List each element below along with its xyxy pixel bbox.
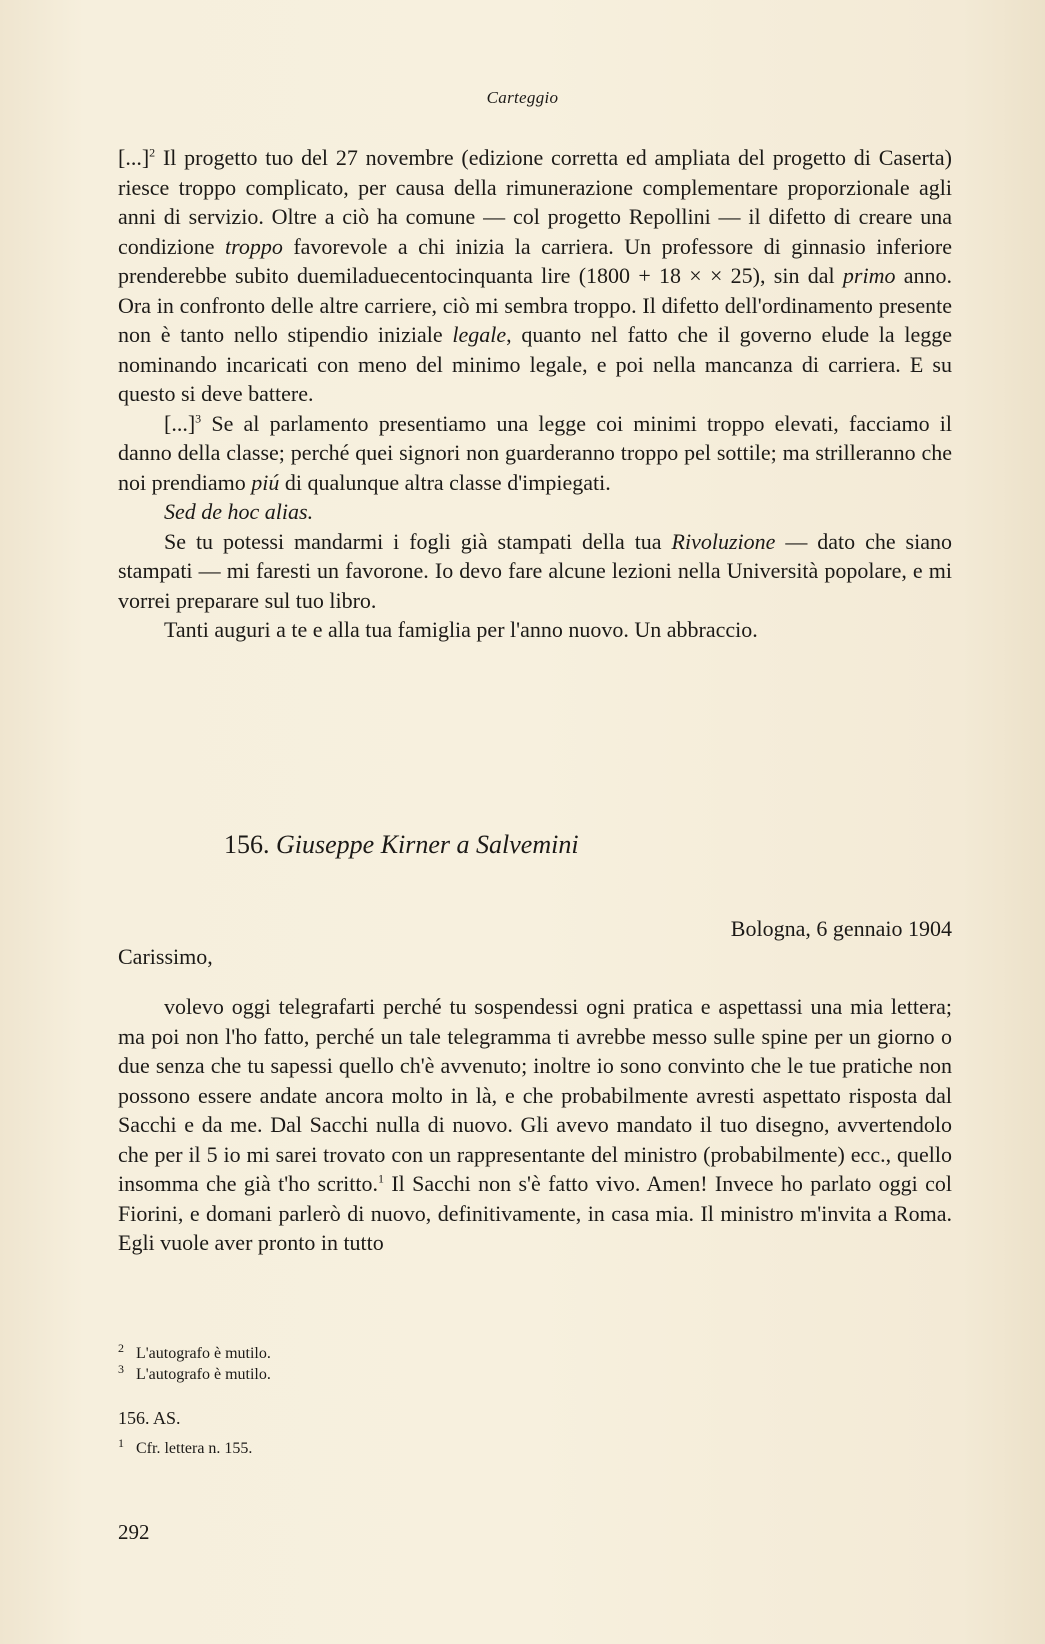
footnote-text: L'autografo è mutilo. xyxy=(136,1366,271,1383)
paragraph-text: — dato che siano stampati — mi faresti un favorone. Io devo fare alcune lezioni nella Università popolare, e mi vorrei preparare sul tuo libro. xyxy=(118,528,952,613)
letter-155-continuation xyxy=(118,143,952,645)
lacuna-mark: [...] xyxy=(164,410,196,436)
paragraph-letter-body xyxy=(118,992,952,1258)
emphasis-troppo: troppo xyxy=(225,233,283,259)
paragraph-text: Se al parlamento presentiamo una legge coi minimi troppo elevati, facciamo il danno della classe; perché quei signori non guarderanno troppo pel sottile; ma strilleranno che noi prendiamo xyxy=(118,410,952,495)
footnote-ref-2: 2 xyxy=(149,145,156,160)
paragraph-auguri: Tanti auguri a te e alla tua famiglia per l'anno nuovo. Un abbraccio. xyxy=(164,617,758,642)
dateline: Bologna, 6 gennaio 1904 xyxy=(730,916,952,941)
paragraph-text: favorevole a chi inizia la carriera. Un professore di ginnasio inferiore prenderebbe subito duemiladuecentocinquanta lire (1800 + 18 × × 25), sin dal xyxy=(118,233,952,288)
footnote-1: 1 Cfr. lettera n. 155. xyxy=(118,1435,253,1457)
lacuna-mark: [...] xyxy=(118,145,150,170)
footnote-ref-3: 3 xyxy=(195,411,202,426)
letter-heading xyxy=(224,830,579,860)
emphasis-legale: legale xyxy=(452,322,507,347)
source-note: 156. AS. xyxy=(118,1408,181,1428)
letter-title: Giuseppe Kirner a Salvemini xyxy=(276,830,579,859)
paragraph-parlamento xyxy=(118,409,952,498)
paragraph-text: anno. Ora in confronto delle altre carriere, ciò mi sembra troppo. Il difetto dell'ordinamento presente non è tanto nello stipendio iniziale xyxy=(118,263,952,347)
paragraph-rivoluzione xyxy=(118,527,952,616)
paragraph-text: Il Sacchi non s'è fatto vivo. Amen! Invece ho parlato oggi col Fiorini, e domani parlerò di nuovo, definitivamente, in casa mia. Il ministro m'invita a Roma. Egli vuole aver pronto in tutto xyxy=(118,1171,952,1255)
footnote-text: L'autografo è mutilo. xyxy=(136,1345,271,1362)
paragraph-text: Il progetto tuo del 27 novembre (edizione corretta ed ampliata del progetto di Caserta) riesce troppo complicato, per causa della rimunerazione complementare proporzionale agli anni di servizio. Oltre a ciò ha comune — col progetto Repollini — il difetto di creare una condizione xyxy=(118,145,952,259)
footnote-2: 2 L'autografo è mutilo. xyxy=(118,1340,271,1362)
running-head: Carteggio xyxy=(486,88,559,107)
footnote-3: 3 L'autografo è mutilo. xyxy=(118,1361,271,1383)
paragraph-text: volevo oggi telegrafarti perché tu sospendessi ogni pratica e aspettassi una mia lettera; ma poi non l'ho fatto, perché un tale telegramma ti avrebbe messo sulle spine per un giorno o due senza che tu sapessi quello ch'è avvenuto; inoltre io sono convinto che le tue pratiche non possono essere andate ancora molto in là, e che probabilmente avresti aspettato risposta dal Sacchi e da me. Dal Sacchi nulla di nuovo. Gli avevo mandato il tuo disegno, avvertendolo che per il 5 io mi sarei trovato con un rappresentante del ministro (probabilmente) ecc., quello insomma che già t'ho scritto. xyxy=(118,994,952,1196)
paragraph-text: , quanto nel fatto che il governo elude la legge nominando incaricati con meno del minimo legale, e poi nella mancanza di carriera. E su questo si deve battere. xyxy=(118,322,952,406)
letter-number: 156. xyxy=(224,830,270,859)
emphasis-piu: piú xyxy=(251,469,280,495)
book-title-rivoluzione: Rivoluzione xyxy=(671,528,776,554)
letter-156-body xyxy=(118,992,952,1258)
paragraph-text: Se tu potessi mandarmi i fogli già stampati della tua xyxy=(164,528,672,554)
emphasis-primo: primo xyxy=(842,263,896,288)
paragraph-text: di qualunque altra classe d'impiegati. xyxy=(279,469,611,495)
salutation: Carissimo, xyxy=(118,944,213,969)
paragraph-progetto xyxy=(118,143,952,409)
page-number: 292 xyxy=(118,1520,150,1544)
footnote-ref-1: 1 xyxy=(378,1171,385,1186)
footnote-text: Cfr. lettera n. 155. xyxy=(136,1440,253,1457)
footnotes xyxy=(118,1340,952,1459)
latin-phrase: Sed de hoc alias. xyxy=(164,499,314,524)
